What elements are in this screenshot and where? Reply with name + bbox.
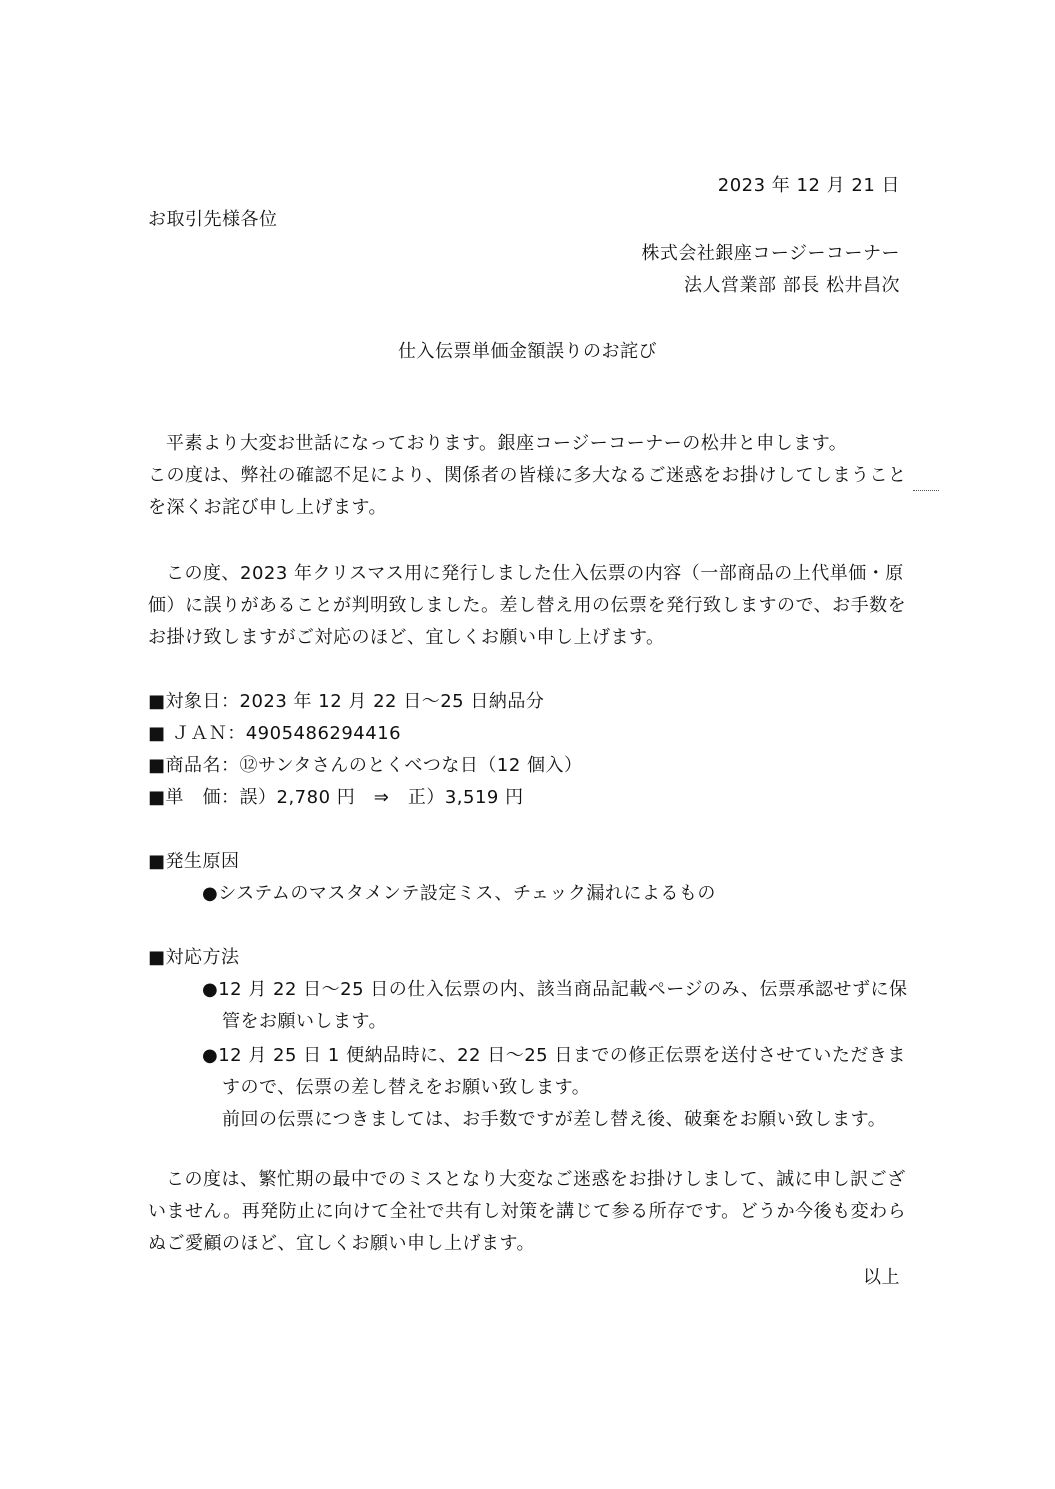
response-item-2-line-3: 前回の伝票につきましては、お手数ですが差し替え後、破棄をお願い致します。 <box>222 1109 887 1130</box>
notice-line-1: この度、2023 年クリスマス用に発行しました仕入伝票の内容（一部商品の上代単価・原 <box>166 563 904 584</box>
closing-line-2: いません。再発防止に向けて全社で共有し対策を講じて参る所存です。どうか今後も変わら <box>148 1201 907 1222</box>
closing-line-1: この度は、繁忙期の最中でのミスとなり大変なご迷惑をお掛けしまして、誠に申し訳ござ <box>166 1169 906 1190</box>
end-mark: 以上 <box>863 1267 900 1288</box>
sender-company: 株式会社銀座コージーコーナー <box>641 243 900 264</box>
intro-line-3: を深くお詫び申し上げます。 <box>148 497 388 518</box>
detail-product-name: ■商品名：⑫サンタさんのとくべつな日（12 個入） <box>148 755 583 776</box>
document-date: 2023 年 12 月 21 日 <box>717 175 900 196</box>
response-item-1-line-1: ●12 月 22 日～25 日の仕入伝票の内、該当商品記載ページのみ、伝票承認せずに保 <box>202 979 908 1000</box>
recipient: お取引先様各位 <box>148 209 278 230</box>
response-item-1-line-2: 管をお願いします。 <box>222 1011 388 1032</box>
detail-target-date: ■対象日：2023 年 12 月 22 日～25 日納品分 <box>148 691 545 712</box>
detail-jan: ■ ＪＡＮ：4905486294416 <box>148 723 402 744</box>
intro-line-1: 平素より大変お世話になっております。銀座コージーコーナーの松井と申します。 <box>166 433 848 454</box>
response-heading: ■対応方法 <box>148 947 240 968</box>
intro-line-2: この度は、弊社の確認不足により、関係者の皆様に多大なるご迷惑をお掛けしてしまうこと <box>148 465 907 486</box>
notice-line-3: お掛け致しますがご対応のほど、宜しくお願い申し上げます。 <box>148 627 665 648</box>
detail-unit-price: ■単 価：誤）2,780 円 ⇒ 正）3,519 円 <box>148 787 524 808</box>
scan-artifact <box>913 490 939 493</box>
closing-line-3: ぬご愛顧のほど、宜しくお願い申し上げます。 <box>148 1233 536 1254</box>
document-title: 仕入伝票単価金額誤りのお詫び <box>398 341 657 362</box>
cause-heading: ■発生原因 <box>148 851 240 872</box>
notice-line-2: 価）に誤りがあることが判明致しました。差し替え用の伝票を発行致しますので、お手数を <box>148 595 907 616</box>
response-item-2-line-1: ●12 月 25 日 1 便納品時に、22 日～25 日までの修正伝票を送付させていただきま <box>202 1045 906 1066</box>
cause-item: ●システムのマスタメンテ設定ミス、チェック漏れによるもの <box>202 883 716 904</box>
sender-person: 法人営業部 部長 松井昌次 <box>684 275 900 296</box>
response-item-2-line-2: すので、伝票の差し替えをお願い致します。 <box>222 1077 591 1098</box>
